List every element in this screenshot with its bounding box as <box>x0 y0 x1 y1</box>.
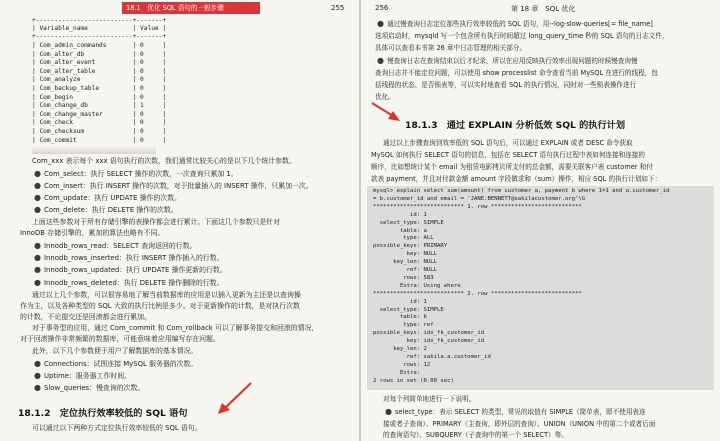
paragraph-line: 查询日志并不能定位问题，可以使用 show processlist 命令查看当前 MySQL 在进行的线程，包 <box>375 69 658 77</box>
table-row: | Com_analyze | 0 | <box>32 76 167 84</box>
paragraph-line: 上面这些参数对于所有存储引擎的表操作都会进行累计。下面这几个参数只是针对 <box>32 218 281 226</box>
section-text: 可以通过以下两种方式定位执行效率较低的 SQL 语句。 <box>32 424 202 432</box>
code-line: = b.customer_id and email = 'JANE.BENNETT@sakilacustomer.org'\G <box>373 195 586 202</box>
code-line: ref: sakila.a.customer_id <box>373 353 491 360</box>
paragraph-line: 括线程的状态、是否锁表等，可以实时地查看 SQL 的执行情况，同时对一些锁表操作进行 <box>375 81 637 89</box>
paragraph-line: 对每个列简单地进行一下说明。 <box>383 395 476 403</box>
red-arrow-icon <box>214 380 254 416</box>
table-row: | Com_admin_commands | 0 | <box>32 42 167 49</box>
table-row: | Com_checksum | 0 | <box>32 128 167 135</box>
list-item: ● Innodb_rows_inserted：执行 INSERT 操作插入的行数。 <box>44 253 224 263</box>
list-item: ● Innodb_rows_read：SELECT 查询返回的行数。 <box>44 241 196 251</box>
paragraph-line: InnoDB 存储引擎的，累加的算法也略有不同。 <box>20 229 165 237</box>
code-line: select_type: SIMPLE <box>373 219 444 226</box>
table-row: | Com_change_db | 1 | <box>32 102 167 110</box>
intro-text: Com_xxx 表示每个 xxx 语句执行的次数，我们通常比较关心的是以下几个统计参数。 <box>32 157 296 165</box>
code-line: id: 1 <box>373 211 427 218</box>
code-block <box>367 186 714 390</box>
table-row: | Com_backup_table | 0 | <box>32 85 167 92</box>
code-line: table: a <box>373 227 427 234</box>
paragraph-line: 接或者子查询）、PRIMARY（主查询，即外层的查询）、UNION（UNION 中的第二个或者后面 <box>383 420 656 428</box>
table-row: | Com_alter_table | 0 | <box>32 67 167 75</box>
code-line: Extra: Using where <box>373 282 461 289</box>
table-row: | Com_check | 0 | <box>32 119 167 127</box>
code-line: key: NULL <box>373 251 437 258</box>
code-line: *************************** 2. row *************************** <box>373 290 582 297</box>
table-row: | Com_begin | 0 | <box>32 93 167 101</box>
code-line: key: idx_fk_customer_id <box>373 338 485 345</box>
section-heading-18-1-3: 18.1.3 通过 EXPLAIN 分析低效 SQL 的执行计划 <box>405 120 626 131</box>
list-item: ● Com_update：执行 UPDATE 操作的次数。 <box>44 193 181 203</box>
right-page <box>361 0 720 441</box>
list-item: ● Connections：试图连接 MySQL 服务器的次数。 <box>44 359 197 369</box>
list-item: ● Com_delete：执行 DELETE 操作的次数。 <box>44 205 178 215</box>
code-line: select_type: SIMPLE <box>373 306 444 313</box>
paragraph-line: 对于回滚操作非常频繁的数据库，可能意味着应用编写存在问题。 <box>20 335 220 343</box>
list-item: ● Com_insert：执行 INSERT 操作的次数，对于批量插入的 INSERT 操作，只累加一次。 <box>44 181 313 191</box>
list-item: ● Innodb_rows_deleted：执行 DELETE 操作删除的行数。 <box>44 278 223 288</box>
table-row: | Com_alter_event | 0 | <box>32 59 167 67</box>
red-arrow-icon <box>369 100 405 124</box>
table-border-top: +--------------------------+-------+ <box>32 17 167 24</box>
paragraph-line: 的计数，不论提交还是回滚都会进行累加。 <box>20 313 151 321</box>
right-page-number: 256 <box>375 4 389 12</box>
list-item: ● 慢查询日志在查询结束以后才纪录，所以在应用反映执行效率出现问题的时候慢查询慢 <box>387 56 638 66</box>
code-line: rows: 12 <box>373 361 431 368</box>
code-line: rows: 583 <box>373 274 434 281</box>
left-page <box>0 0 359 441</box>
list-item: ● Com_select：执行 SELECT 操作的次数，一次查询只累加 1。 <box>44 169 238 179</box>
code-line: *************************** 1. row *************************** <box>373 203 582 210</box>
table-row: | Com_commit | 0 | <box>32 136 167 144</box>
paragraph-line: 优化。 <box>375 93 395 101</box>
paragraph-line: MySQL 如何执行 SELECT 语句的信息，包括在 SELECT 语句执行过程中表如何连接和连接的 <box>371 151 645 159</box>
paragraph-line: 通过以上几个参数，可以很容易地了解当前数据库的应用是以插入更新为主还是以查询操 <box>32 291 301 299</box>
paragraph-line: 通过以上步骤查询到效率低的 SQL 语句后，可以通过 EXPLAIN 或者 DESC 命令获取 <box>383 139 633 147</box>
code-line: id: 1 <box>373 298 427 305</box>
paragraph-line: 作为主，以及各种类型的 SQL 大致的执行比例是多少。对于更新操作的计数，是对执行次数 <box>20 302 300 310</box>
code-line: key_len: 2 <box>373 346 427 352</box>
left-header-title: 18.1 优化 SQL 语句的一般步骤 <box>122 2 260 14</box>
table-fade <box>32 146 156 154</box>
table-row: | Com_alter_db | 0 | <box>32 50 167 58</box>
table-header: | Variable_name | Value | <box>32 25 167 32</box>
paragraph-line: 顺序，比如想统计某个 email 为租赁电影拷贝所支付的总金额，需要关联客户表 customer 和付 <box>371 163 653 171</box>
code-line: type: ref <box>373 322 434 329</box>
list-item: ● Slow_queries：慢查询的次数。 <box>44 383 144 393</box>
code-line: ref: NULL <box>373 267 437 273</box>
paragraph-line: 对于事务型的应用，通过 Com_commit 和 Com_rollback 可以了解事务提交和回滚的情况， <box>32 324 319 332</box>
section-heading-18-1-2: 18.1.2 定位执行效率较低的 SQL 语句 <box>18 408 188 419</box>
code-line: type: ALL <box>373 235 434 242</box>
code-line: possible_keys: idx_fk_customer_id <box>373 330 485 337</box>
code-line: table: b <box>373 314 427 321</box>
list-item: ● Uptime：服务器工作时间。 <box>44 371 131 381</box>
table-border-mid: +--------------------------+-------+ <box>32 33 167 40</box>
paragraph-line: 款表 payment，并且对付款金额 amount 字段做求和（sum）操作，相应 SQL 的执行计划如下： <box>371 175 662 183</box>
code-line: Extra: <box>373 369 421 376</box>
list-item: ● Innodb_rows_updated：执行 UPDATE 操作更新的行数。 <box>44 265 227 275</box>
code-line: mysql> explain select sum(amount) from customer a, payment b where 1=1 and a.customer_id <box>373 188 670 194</box>
paragraph-line: 的查询语句）、SUBQUERY（子查询中的第一个 SELECT）等。 <box>383 431 568 439</box>
code-line: possible_keys: PRIMARY <box>373 243 448 250</box>
paragraph-line: 具体可以查看本书第 26 章中日志管理的相关部分。 <box>375 44 527 52</box>
paragraph-line: 此外，以下几个参数便于用户了解数据库的基本情况。 <box>32 347 198 355</box>
list-item: ● 通过慢查询日志定位那些执行效率较低的 SQL 语句，用--log-slow-queries[= file_name] <box>387 19 653 29</box>
right-header-title: 第 18 章 SQL 优化 <box>511 5 576 13</box>
left-page-number: 255 <box>331 4 345 12</box>
code-line: key_len: NULL <box>373 259 437 266</box>
paragraph-line: 选项启动时，mysqld 写一个包含所有执行时间超过 long_query_time 秒的 SQL 语句的日志文件， <box>375 32 669 40</box>
table-row: | Com_change_master | 0 | <box>32 110 167 118</box>
list-item: ● select_type：表示 SELECT 的类型，常见的取值有 SIMPLE（简单表，即不使用表连 <box>395 407 646 417</box>
code-line: 2 rows in set (0.00 sec) <box>373 377 454 384</box>
